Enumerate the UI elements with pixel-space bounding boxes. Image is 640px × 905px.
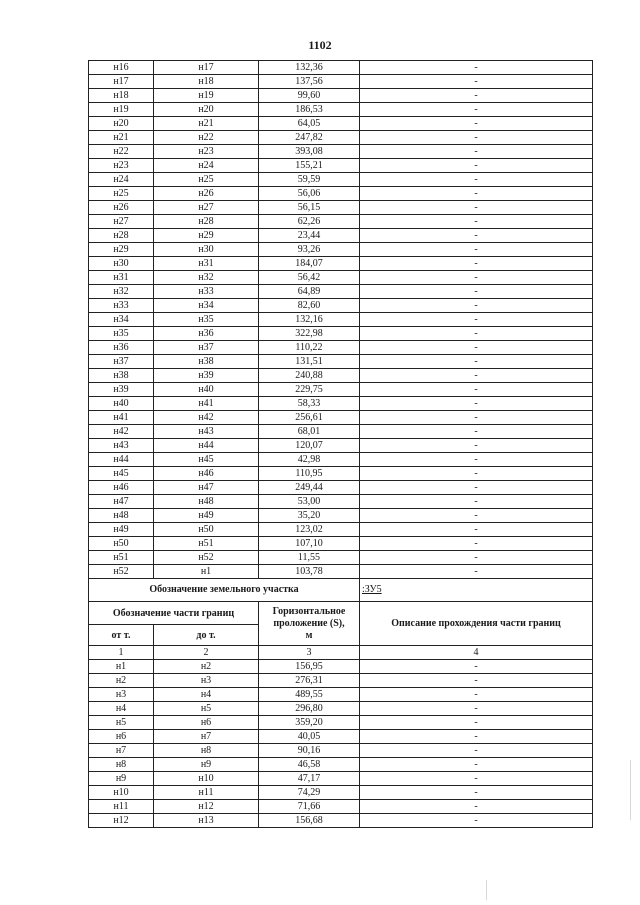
table-row xyxy=(89,369,593,383)
description: - xyxy=(360,537,593,551)
horizontal-length: 74,29 xyxy=(259,786,360,800)
horizontal-length: 46,58 xyxy=(259,758,360,772)
point-to: н26 xyxy=(154,187,259,201)
point-to: н3 xyxy=(154,674,259,688)
horizontal-length: 42,98 xyxy=(259,453,360,467)
description: - xyxy=(360,201,593,215)
description: - xyxy=(360,772,593,786)
horizontal-length: 296,80 xyxy=(259,702,360,716)
point-to: н50 xyxy=(154,523,259,537)
horizontal-length: 62,26 xyxy=(259,215,360,229)
table-row xyxy=(89,327,593,341)
horizontal-length: 58,33 xyxy=(259,397,360,411)
point-from: н36 xyxy=(89,341,154,355)
column-number-4: 4 xyxy=(360,646,593,660)
point-from: н5 xyxy=(89,716,154,730)
horizontal-length: 322,98 xyxy=(259,327,360,341)
description: - xyxy=(360,523,593,537)
header-horizontal-length-line3: м xyxy=(305,629,313,641)
point-from: н18 xyxy=(89,89,154,103)
table-row xyxy=(89,103,593,117)
point-to: н30 xyxy=(154,243,259,257)
point-to: н18 xyxy=(154,75,259,89)
description: - xyxy=(360,229,593,243)
description: - xyxy=(360,243,593,257)
point-from: н44 xyxy=(89,453,154,467)
table-row xyxy=(89,271,593,285)
table-row xyxy=(89,730,593,744)
column-number-3: 3 xyxy=(259,646,360,660)
table-row xyxy=(89,299,593,313)
horizontal-length: 276,31 xyxy=(259,674,360,688)
point-to: н24 xyxy=(154,159,259,173)
table-row xyxy=(89,716,593,730)
point-from: н27 xyxy=(89,215,154,229)
header-horizontal-length xyxy=(259,602,360,646)
horizontal-length: 489,55 xyxy=(259,688,360,702)
horizontal-length: 120,07 xyxy=(259,439,360,453)
point-to: н20 xyxy=(154,103,259,117)
table-row xyxy=(89,173,593,187)
table-row xyxy=(89,397,593,411)
point-to: н34 xyxy=(154,299,259,313)
plot-title-row xyxy=(89,579,593,602)
horizontal-length: 90,16 xyxy=(259,744,360,758)
table-row xyxy=(89,131,593,145)
table-row xyxy=(89,523,593,537)
table-row xyxy=(89,89,593,103)
horizontal-length: 64,05 xyxy=(259,117,360,131)
table-row xyxy=(89,61,593,75)
header-from: от т. xyxy=(89,625,154,646)
point-to: н12 xyxy=(154,800,259,814)
point-to: н39 xyxy=(154,369,259,383)
description: - xyxy=(360,383,593,397)
point-to: н1 xyxy=(154,565,259,579)
plot-header xyxy=(89,579,593,660)
header-horizontal-length-line1: Горизонтальное xyxy=(272,605,346,617)
plot-title: Обозначение земельного участка xyxy=(89,579,360,602)
horizontal-length: 47,17 xyxy=(259,772,360,786)
horizontal-length: 56,06 xyxy=(259,187,360,201)
point-from: н52 xyxy=(89,565,154,579)
table-row xyxy=(89,229,593,243)
point-from: н6 xyxy=(89,730,154,744)
description: - xyxy=(360,439,593,453)
description: - xyxy=(360,341,593,355)
point-from: н40 xyxy=(89,397,154,411)
point-to: н19 xyxy=(154,89,259,103)
point-from: н4 xyxy=(89,702,154,716)
horizontal-length: 99,60 xyxy=(259,89,360,103)
description: - xyxy=(360,187,593,201)
description: - xyxy=(360,565,593,579)
point-from: н24 xyxy=(89,173,154,187)
point-from: н20 xyxy=(89,117,154,131)
description: - xyxy=(360,674,593,688)
description: - xyxy=(360,103,593,117)
point-from: н41 xyxy=(89,411,154,425)
description: - xyxy=(360,397,593,411)
column-header-row xyxy=(89,602,593,625)
point-to: н21 xyxy=(154,117,259,131)
table-row xyxy=(89,702,593,716)
point-from: н10 xyxy=(89,786,154,800)
point-to: н49 xyxy=(154,509,259,523)
horizontal-length: 56,15 xyxy=(259,201,360,215)
point-to: н33 xyxy=(154,285,259,299)
description: - xyxy=(360,285,593,299)
description: - xyxy=(360,271,593,285)
horizontal-length: 56,42 xyxy=(259,271,360,285)
description: - xyxy=(360,660,593,674)
horizontal-length: 82,60 xyxy=(259,299,360,313)
horizontal-length: 229,75 xyxy=(259,383,360,397)
description: - xyxy=(360,495,593,509)
point-from: н16 xyxy=(89,61,154,75)
table-row xyxy=(89,439,593,453)
point-from: н45 xyxy=(89,467,154,481)
horizontal-length: 93,26 xyxy=(259,243,360,257)
horizontal-length: 240,88 xyxy=(259,369,360,383)
point-from: н31 xyxy=(89,271,154,285)
point-to: н2 xyxy=(154,660,259,674)
description: - xyxy=(360,355,593,369)
point-to: н52 xyxy=(154,551,259,565)
description: - xyxy=(360,716,593,730)
description: - xyxy=(360,89,593,103)
table-row xyxy=(89,481,593,495)
point-to: н5 xyxy=(154,702,259,716)
description: - xyxy=(360,509,593,523)
point-from: н38 xyxy=(89,369,154,383)
point-from: н22 xyxy=(89,145,154,159)
point-from: н12 xyxy=(89,814,154,828)
description: - xyxy=(360,730,593,744)
boundary-rows-part1 xyxy=(89,61,593,579)
point-from: н26 xyxy=(89,201,154,215)
horizontal-length: 64,89 xyxy=(259,285,360,299)
header-horizontal-length-line2: проложение (S), xyxy=(273,617,345,629)
point-to: н48 xyxy=(154,495,259,509)
header-to: до т. xyxy=(154,625,259,646)
point-from: н11 xyxy=(89,800,154,814)
scan-bottom-mark xyxy=(486,880,487,900)
table-row xyxy=(89,159,593,173)
point-to: н31 xyxy=(154,257,259,271)
description: - xyxy=(360,159,593,173)
horizontal-length: 110,22 xyxy=(259,341,360,355)
description: - xyxy=(360,327,593,341)
table-row xyxy=(89,145,593,159)
description: - xyxy=(360,467,593,481)
point-to: н46 xyxy=(154,467,259,481)
table-row xyxy=(89,772,593,786)
point-to: н10 xyxy=(154,772,259,786)
point-from: н49 xyxy=(89,523,154,537)
point-to: н42 xyxy=(154,411,259,425)
point-from: н50 xyxy=(89,537,154,551)
point-to: н51 xyxy=(154,537,259,551)
table-row xyxy=(89,285,593,299)
description: - xyxy=(360,131,593,145)
table-row xyxy=(89,341,593,355)
table-row xyxy=(89,411,593,425)
horizontal-length: 184,07 xyxy=(259,257,360,271)
point-to: н38 xyxy=(154,355,259,369)
point-from: н23 xyxy=(89,159,154,173)
table-row xyxy=(89,187,593,201)
description: - xyxy=(360,257,593,271)
point-from: н47 xyxy=(89,495,154,509)
horizontal-length: 131,51 xyxy=(259,355,360,369)
point-from: н46 xyxy=(89,481,154,495)
table-row xyxy=(89,814,593,828)
description: - xyxy=(360,744,593,758)
point-to: н11 xyxy=(154,786,259,800)
point-to: н22 xyxy=(154,131,259,145)
point-to: н13 xyxy=(154,814,259,828)
description: - xyxy=(360,215,593,229)
description: - xyxy=(360,61,593,75)
horizontal-length: 11,55 xyxy=(259,551,360,565)
point-to: н25 xyxy=(154,173,259,187)
horizontal-length: 107,10 xyxy=(259,537,360,551)
point-from: н8 xyxy=(89,758,154,772)
scan-margin-line xyxy=(630,760,631,820)
description: - xyxy=(360,481,593,495)
point-from: н35 xyxy=(89,327,154,341)
table-row xyxy=(89,551,593,565)
column-number-2: 2 xyxy=(154,646,259,660)
table-row xyxy=(89,201,593,215)
point-from: н37 xyxy=(89,355,154,369)
horizontal-length: 155,21 xyxy=(259,159,360,173)
point-to: н27 xyxy=(154,201,259,215)
point-to: н47 xyxy=(154,481,259,495)
point-from: н32 xyxy=(89,285,154,299)
description: - xyxy=(360,814,593,828)
point-to: н17 xyxy=(154,61,259,75)
point-to: н8 xyxy=(154,744,259,758)
horizontal-length: 68,01 xyxy=(259,425,360,439)
point-to: н35 xyxy=(154,313,259,327)
column-number-1: 1 xyxy=(89,646,154,660)
table-row xyxy=(89,800,593,814)
table-row xyxy=(89,758,593,772)
point-from: н25 xyxy=(89,187,154,201)
header-description: Описание прохождения части границ xyxy=(360,602,593,646)
description: - xyxy=(360,411,593,425)
description: - xyxy=(360,299,593,313)
table-row xyxy=(89,688,593,702)
point-from: н33 xyxy=(89,299,154,313)
description: - xyxy=(360,313,593,327)
header-part-boundaries: Обозначение части границ xyxy=(89,602,259,625)
point-from: н7 xyxy=(89,744,154,758)
description: - xyxy=(360,145,593,159)
point-to: н32 xyxy=(154,271,259,285)
table-row xyxy=(89,674,593,688)
table-row xyxy=(89,243,593,257)
table-row xyxy=(89,75,593,89)
description: - xyxy=(360,173,593,187)
point-to: н7 xyxy=(154,730,259,744)
table-row xyxy=(89,425,593,439)
horizontal-length: 132,16 xyxy=(259,313,360,327)
point-to: н6 xyxy=(154,716,259,730)
point-from: н17 xyxy=(89,75,154,89)
description: - xyxy=(360,758,593,772)
table-row xyxy=(89,383,593,397)
point-from: н34 xyxy=(89,313,154,327)
horizontal-length: 156,68 xyxy=(259,814,360,828)
horizontal-length: 247,82 xyxy=(259,131,360,145)
horizontal-length: 393,08 xyxy=(259,145,360,159)
point-from: н1 xyxy=(89,660,154,674)
point-from: н19 xyxy=(89,103,154,117)
point-from: н42 xyxy=(89,425,154,439)
horizontal-length: 137,56 xyxy=(259,75,360,89)
horizontal-length: 53,00 xyxy=(259,495,360,509)
table-row xyxy=(89,117,593,131)
horizontal-length: 71,66 xyxy=(259,800,360,814)
point-to: н41 xyxy=(154,397,259,411)
horizontal-length: 186,53 xyxy=(259,103,360,117)
horizontal-length: 35,20 xyxy=(259,509,360,523)
plot-id: :ЗУ5 xyxy=(360,579,593,602)
horizontal-length: 123,02 xyxy=(259,523,360,537)
table-row xyxy=(89,786,593,800)
description: - xyxy=(360,75,593,89)
boundary-table xyxy=(88,60,593,828)
description: - xyxy=(360,551,593,565)
table-row xyxy=(89,744,593,758)
table-row xyxy=(89,495,593,509)
table-row xyxy=(89,215,593,229)
point-from: н43 xyxy=(89,439,154,453)
point-from: н29 xyxy=(89,243,154,257)
table-row xyxy=(89,565,593,579)
point-from: н51 xyxy=(89,551,154,565)
boundary-rows-part2 xyxy=(89,660,593,828)
table-row xyxy=(89,509,593,523)
point-to: н23 xyxy=(154,145,259,159)
point-to: н45 xyxy=(154,453,259,467)
point-to: н9 xyxy=(154,758,259,772)
point-to: н37 xyxy=(154,341,259,355)
horizontal-length: 40,05 xyxy=(259,730,360,744)
horizontal-length: 256,61 xyxy=(259,411,360,425)
description: - xyxy=(360,702,593,716)
point-to: н44 xyxy=(154,439,259,453)
point-from: н28 xyxy=(89,229,154,243)
table-row xyxy=(89,537,593,551)
table-row xyxy=(89,257,593,271)
description: - xyxy=(360,800,593,814)
point-to: н28 xyxy=(154,215,259,229)
point-from: н30 xyxy=(89,257,154,271)
description: - xyxy=(360,369,593,383)
point-to: н29 xyxy=(154,229,259,243)
point-to: н43 xyxy=(154,425,259,439)
table-row xyxy=(89,660,593,674)
horizontal-length: 23,44 xyxy=(259,229,360,243)
horizontal-length: 359,20 xyxy=(259,716,360,730)
description: - xyxy=(360,688,593,702)
point-from: н3 xyxy=(89,688,154,702)
description: - xyxy=(360,425,593,439)
table-row xyxy=(89,313,593,327)
point-to: н4 xyxy=(154,688,259,702)
table-row xyxy=(89,453,593,467)
point-from: н9 xyxy=(89,772,154,786)
description: - xyxy=(360,453,593,467)
description: - xyxy=(360,786,593,800)
horizontal-length: 110,95 xyxy=(259,467,360,481)
horizontal-length: 132,36 xyxy=(259,61,360,75)
table-row xyxy=(89,467,593,481)
point-from: н48 xyxy=(89,509,154,523)
horizontal-length: 59,59 xyxy=(259,173,360,187)
point-from: н39 xyxy=(89,383,154,397)
horizontal-length: 156,95 xyxy=(259,660,360,674)
point-from: н21 xyxy=(89,131,154,145)
column-number-row xyxy=(89,646,593,660)
description: - xyxy=(360,117,593,131)
point-from: н2 xyxy=(89,674,154,688)
page-number: 1102 xyxy=(308,38,332,52)
horizontal-length: 103,78 xyxy=(259,565,360,579)
point-to: н36 xyxy=(154,327,259,341)
table-row xyxy=(89,355,593,369)
horizontal-length: 249,44 xyxy=(259,481,360,495)
point-to: н40 xyxy=(154,383,259,397)
